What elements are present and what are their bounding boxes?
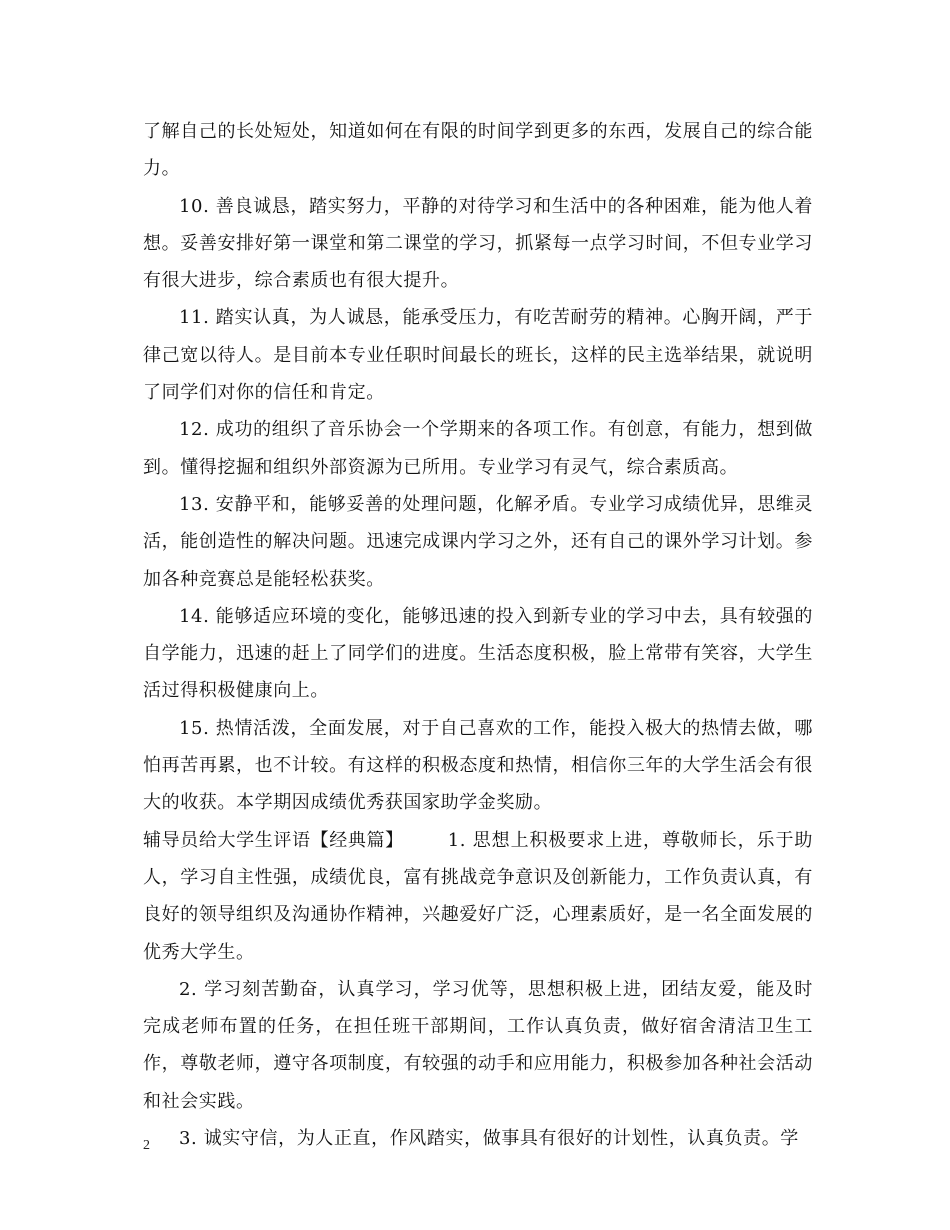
section-heading: 辅导员给大学生评语【经典篇】 — [143, 829, 404, 851]
section-item-1: 1. 思想上积极要求上进，尊敬师长，乐于助人，学习自主性强，成绩优良，富有挑战竞争意识及创新能力，工作负责认真，有良好的领导组织及沟通协作精神，兴趣爱好广泛，心理素质好，是一名全面发展的优秀大学生。 — [143, 829, 814, 963]
section-item-2: 2. 学习刻苦勤奋，认真学习，学习优等，思想积极上进，团结友爱，能及时完成老师布置的任务，在担任班干部期间，工作认真负责，做好宿舍清洁卫生工作，尊敬老师，遵守各项制度，有较强的动手和应用能力，积极参加各种社会活动和社会实践。 — [143, 978, 813, 1112]
section-item-3: 3. 诚实守信，为人正直，作风踏实，做事具有很好的计划性，认真负责。学 — [179, 1128, 799, 1150]
document-body — [143, 113, 813, 1157]
paragraph-item-11: 11. 踏实认真，为人诚恳，能承受压力，有吃苦耐劳的精神。心胸开阔，严于律己宽以待人。是目前本专业任职时间最长的班长，这样的民主选举结果，就说明了同学们对你的信任和肯定。 — [143, 307, 813, 404]
paragraph-item-10: 10. 善良诚恳，踏实努力，平静的对待学习和生活中的各种困难，能为他人着想。妥善安排好第一课堂和第二课堂的学习，抓紧每一点学习时间，不但专业学习有很大进步，综合素质也有很大提升。 — [143, 195, 813, 292]
section-paragraph — [143, 822, 813, 971]
page-number: 2 — [143, 1138, 150, 1153]
paragraph-item-13: 13. 安静平和，能够妥善的处理问题，化解矛盾。专业学习成绩优异，思维灵活，能创造性的解决问题。迅速完成课内学习之外，还有自己的课外学习计划。参加各种竞赛总是能轻松获奖。 — [143, 493, 813, 590]
paragraph-item-12: 12. 成功的组织了音乐协会一个学期来的各项工作。有创意，有能力，想到做到。懂得挖掘和组织外部资源为已所用。专业学习有灵气，综合素质高。 — [143, 419, 813, 478]
paragraph-item-15: 15. 热情活泼，全面发展，对于自己喜欢的工作，能投入极大的热情去做，哪怕再苦再累，也不计较。有这样的积极态度和热情，相信你三年的大学生活会有很大的收获。本学期因成绩优秀获国家助学金奖励。 — [143, 717, 813, 814]
paragraph-continuation: 了解自己的长处短处，知道如何在有限的时间学到更多的东西，发展自己的综合能力。 — [143, 121, 813, 180]
paragraph-item-14: 14. 能够适应环境的变化，能够迅速的投入到新专业的学习中去，具有较强的自学能力，迅速的赶上了同学们的进度。生活态度积极，脸上常带有笑容，大学生活过得积极健康向上。 — [143, 605, 813, 702]
